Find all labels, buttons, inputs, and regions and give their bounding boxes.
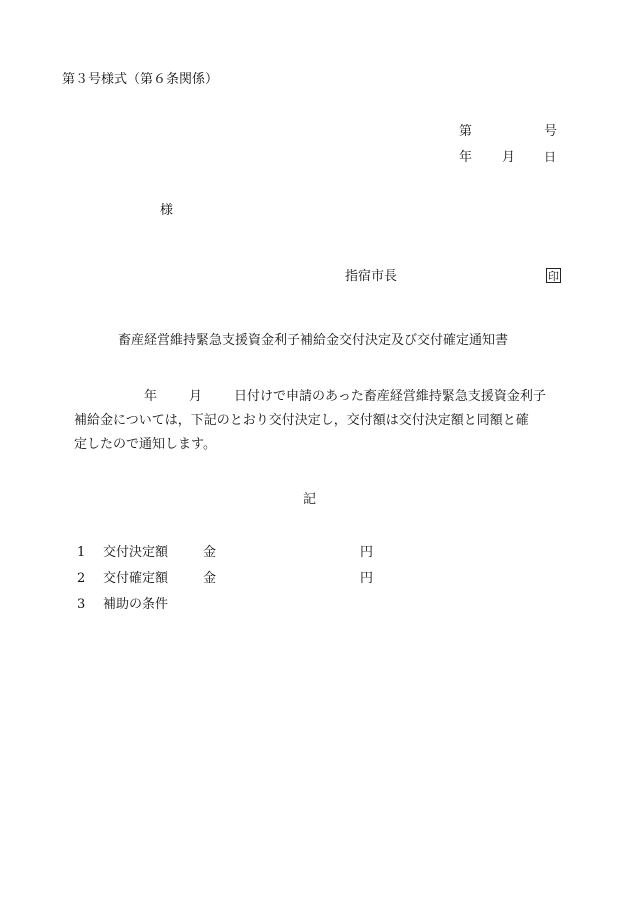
ki-heading: 記 [303,492,317,507]
body-line1: 日付けで申請のあった畜産経営維持緊急支援資金利子 [234,389,546,404]
issuer-name: 指宿市長 [345,269,398,284]
recipient-suffix: 様 [160,203,174,218]
item-1-yen: 円 [360,545,374,560]
body-paragraph [74,385,584,457]
item-1-kin: 金 [203,545,217,560]
item-2-label: 交付確定額 [103,571,169,586]
item-2-kin: 金 [203,571,217,586]
body-month: 月 [189,389,203,404]
item-1-label: 交付決定額 [103,545,169,560]
item-2-number: 2 [77,571,86,586]
number-prefix: 第 [459,124,473,139]
date-day-label: 日 [544,150,557,164]
number-suffix: 号 [544,124,558,139]
form-label: 第３号様式（第６条関係） [62,72,219,87]
item-3-label: 補助の条件 [103,597,169,612]
item-2-yen: 円 [360,571,374,586]
item-3-number: 3 [77,597,86,612]
body-year: 年 [144,389,158,404]
item-1-number: 1 [77,545,86,560]
seal-mark: 印 [548,270,559,283]
document-title: 畜産経営維持緊急支援資金利子補給金交付決定及び交付確定通知書 [118,333,509,348]
date-month-label: 月 [502,150,516,165]
body-line3: 定したので通知します。 [74,437,216,452]
body-line2: 補給金については，下記のとおり交付決定し，交付額は交付決定額と同額と確 [74,413,529,428]
date-year-label: 年 [459,150,473,165]
